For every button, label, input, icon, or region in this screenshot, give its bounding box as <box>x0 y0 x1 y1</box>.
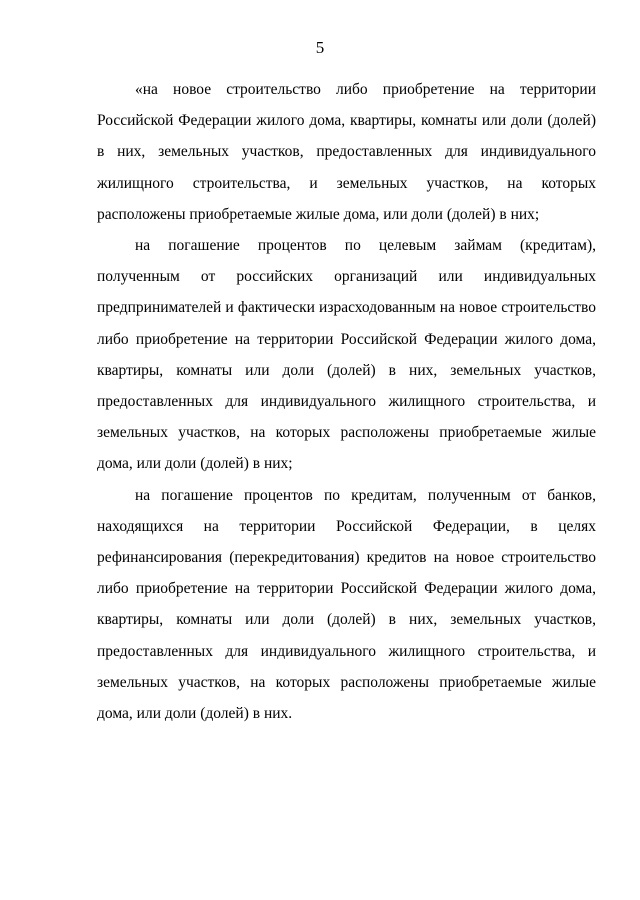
document-body <box>97 74 596 729</box>
paragraph-3: на погашение процентов по кредитам, полученным от банков, находящихся на территории Российской Федерации, в целях рефинансирования (перекредитования) кредитов на новое строительство либо приобретение на территории Российской Федерации жилого дома, квартиры, комнаты или доли (долей) в них, земельных участков, предоставленных для индивидуального жилищного строительства, и земельных участков, на которых расположены приобретаемые жилые дома, или доли (долей) в них. <box>97 486 596 723</box>
page-number: 5 <box>315 38 325 57</box>
paragraph-2: на погашение процентов по целевым займам (кредитам), полученным от российских организаций или индивидуальных предпринимателей и фактически израсходованным на новое строительство либо приобретение на территории Российской Федерации жилого дома, квартиры, комнаты или доли (долей) в них, земельных участков, предоставленных для индивидуального жилищного строительства, и земельных участков, на которых расположены приобретаемые жилые дома, или доли (долей) в них; <box>97 237 596 473</box>
paragraph-1: «на новое строительство либо приобретение на территории Российской Федерации жилого дома, квартиры, комнаты или доли (долей) в них, земельных участков, предоставленных для индивидуального жилищного строительства, и земельных участков, на которых расположены приобретаемые жилые дома, или доли (долей) в них; <box>97 81 596 223</box>
